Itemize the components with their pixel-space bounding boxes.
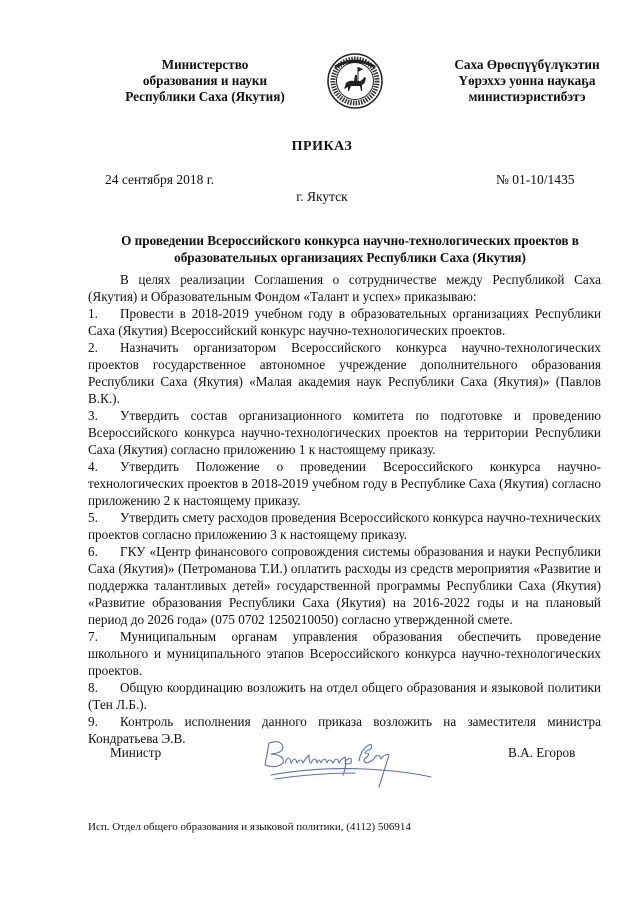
signatory-position: Министр — [110, 745, 162, 760]
item-number: 8. — [88, 680, 98, 695]
order-city: г. Якутск — [296, 189, 348, 204]
item-text: Утвердить Положение о проведении Всероссийского конкурса научно-технологических проектов в 2018-2019 учебном году в Республике Саха (Якутия) согласно приложению 2 к настоящему приказу. — [88, 459, 601, 508]
order-item — [88, 407, 601, 458]
item-number: 6. — [88, 544, 98, 559]
header-line: образования и науки — [142, 73, 268, 88]
item-number: 1. — [88, 306, 98, 321]
order-item — [88, 543, 601, 628]
header-line: Республики Саха (Якутия) — [125, 89, 285, 104]
order-body — [88, 271, 601, 747]
item-text: Назначить организатором Всероссийского конкурса научно-технологических проектов государственное автономное учреждение дополнительного образования Республики Саха (Якутия) «Малая академия наук Республики Саха (Якутия)» (Павлов В.К.). — [88, 340, 601, 406]
order-title: ПРИКАЗ — [291, 139, 353, 154]
item-text: Общую координацию возложить на отдел общего образования и языковой политики (Тен Л.Б.). — [88, 680, 601, 712]
item-number: 4. — [88, 459, 98, 474]
coat-of-arms-emblem-icon — [327, 53, 383, 109]
order-subject — [100, 232, 600, 266]
header-line: министиэристибэтэ — [468, 89, 586, 104]
order-item — [88, 305, 601, 339]
ministry-header-russian — [105, 57, 305, 105]
item-text: Контроль исполнения данного приказа возложить на заместителя министра Кондратьева Э.В. — [88, 714, 601, 746]
order-date: 24 сентября 2018 г. — [105, 172, 215, 187]
order-item — [88, 628, 601, 679]
subject-line: образовательных организациях Республики Саха (Якутия) — [174, 250, 526, 265]
header-line: Саха Өрөспүүбүлүкэтин — [454, 57, 600, 72]
subject-line: О проведении Всероссийского конкурса научно-технологических проектов в — [121, 233, 579, 248]
order-item — [88, 458, 601, 509]
executor-footer: Исп. Отдел общего образования и языковой политики, (4112) 506914 — [88, 821, 411, 833]
item-text: ГКУ «Центр финансового сопровождения системы образования и науки Республики Саха (Якутия)» (Петроманова Т.И.) оплатить расходы из средств мероприятия «Развитие и поддержка талантливых детей» государственной программы Республики Саха (Якутия) «Развитие образования Республики Саха (Якутия) на 2016-2022 годы и на плановый период до 2026 года» (075 0702 1250210050) согласно утвержденной смете. — [88, 544, 601, 627]
header-line: Үөрэххэ уонна наукаҕа — [458, 73, 596, 88]
order-number: № 01-10/1435 — [496, 172, 575, 187]
item-text: Утвердить состав организационного комитета по подготовке и проведению Всероссийского конкурса научно-технологических проектов на территории Республики Саха (Якутия) согласно приложению 1 к настоящему приказу. — [88, 408, 601, 457]
signatory-name: В.А. Егоров — [508, 745, 576, 760]
handwritten-signature-icon — [255, 725, 445, 795]
header-line: Министерство — [161, 57, 249, 72]
item-number: 3. — [88, 408, 98, 423]
item-text: Муниципальным органам управления образования обеспечить проведение школьного и муниципального этапов Всероссийского конкурса научно-технологических проектов. — [88, 629, 601, 678]
order-item — [88, 339, 601, 407]
intro-paragraph: В целях реализации Соглашения о сотрудничестве между Республикой Саха (Якутия) и Образовательным Фондом «Талант и успех» приказываю: — [88, 272, 601, 304]
item-text: Провести в 2018-2019 учебном году в образовательных организациях Республики Саха (Якутия) Всероссийский конкурс научно-технологических проектов. — [88, 306, 601, 338]
item-number: 2. — [88, 340, 98, 355]
item-text: Утвердить смету расходов проведения Всероссийского конкурса научно-технических проектов согласно приложению 3 к настоящему приказу. — [88, 510, 601, 542]
ministry-header-yakut — [432, 57, 622, 105]
item-number: 9. — [88, 714, 98, 729]
item-number: 7. — [88, 629, 98, 644]
order-item — [88, 509, 601, 543]
order-item — [88, 679, 601, 713]
item-number: 5. — [88, 510, 98, 525]
